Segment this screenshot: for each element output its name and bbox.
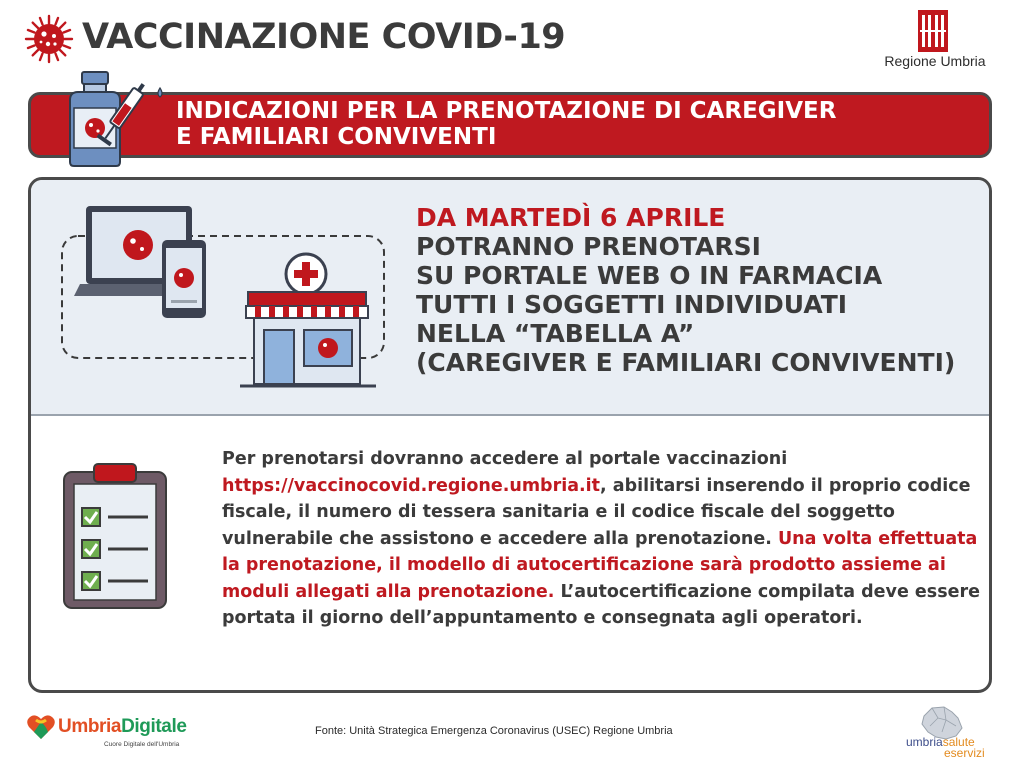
coronavirus-icon: [24, 14, 74, 64]
booking-instructions: [222, 446, 982, 632]
banner-line-1: INDICAZIONI PER LA PRENOTAZIONE DI CAREGIVER: [176, 98, 837, 124]
umbria-salute-logo-part2: salute: [942, 735, 975, 749]
umbria-digitale-logo-part1: Umbria: [58, 716, 122, 737]
headline-line-3: TUTTI I SOGGETTI INDIVIDUATI: [416, 290, 848, 319]
self-certification-notice: Una volta effettuata la prenotazione, il modello di autocertificazione sarà prodotto assieme ai moduli allegati alla prenotazione.: [222, 528, 978, 602]
umbria-salute-logo-part3: eservizi: [944, 746, 985, 760]
banner-text: [176, 98, 936, 150]
checklist-clipboard-icon: [60, 462, 170, 612]
headline-line-2: SU PORTALE WEB O IN FARMACIA: [416, 261, 883, 290]
smartphone-icon: [162, 240, 206, 318]
headline-line-5: (CAREGIVER E FAMILIARI CONVIVENTI): [416, 348, 956, 377]
page-title: VACCINAZIONE COVID-19: [82, 17, 566, 57]
headline-line-1: POTRANNO PRENOTARSI: [416, 232, 761, 261]
pharmacy-icon: [240, 254, 376, 386]
headline-date: DA MARTEDÌ 6 APRILE: [416, 203, 726, 232]
source-note: Fonte: Unità Strategica Emergenza Coronavirus (USEC) Regione Umbria: [315, 725, 673, 737]
portal-link[interactable]: https://vaccinocovid.regione.umbria.it: [222, 475, 601, 496]
regione-umbria-crest-icon: [918, 10, 948, 52]
umbria-digitale-logo: [58, 716, 187, 738]
umbria-digitale-heart-icon: [26, 712, 56, 742]
umbria-digitale-logo-part2: Digitale: [121, 716, 187, 737]
umbria-salute-logo-part1: umbria: [906, 735, 943, 749]
instructions-intro: Per prenotarsi dovranno accedere al portale vaccinazioni: [222, 449, 788, 469]
umbria-salute-logo: [906, 737, 1016, 759]
instructions-steps: , abilitarsi inserendo il proprio codice fiscale, il numero di tessera sanitaria e il codice fiscale del soggetto vulnerabile che assistono e accedere alla prenotazione.: [222, 475, 971, 549]
vaccine-vial-syringe-icon: [56, 70, 168, 168]
banner-line-2: E FAMILIARI CONVIVENTI: [176, 124, 497, 150]
umbria-digitale-tagline: Cuore Digitale dell'Umbria: [104, 741, 180, 748]
region-name: Regione Umbria: [884, 53, 986, 69]
headline-line-4: NELLA “TABELLA A”: [416, 319, 695, 348]
devices-pharmacy-illustration: [56, 200, 386, 392]
instructions-closing: L’autocertificazione compilata deve essere portata il giorno dell’appuntamento e consegnata agli operatori.: [222, 581, 980, 628]
headline: [416, 203, 976, 377]
